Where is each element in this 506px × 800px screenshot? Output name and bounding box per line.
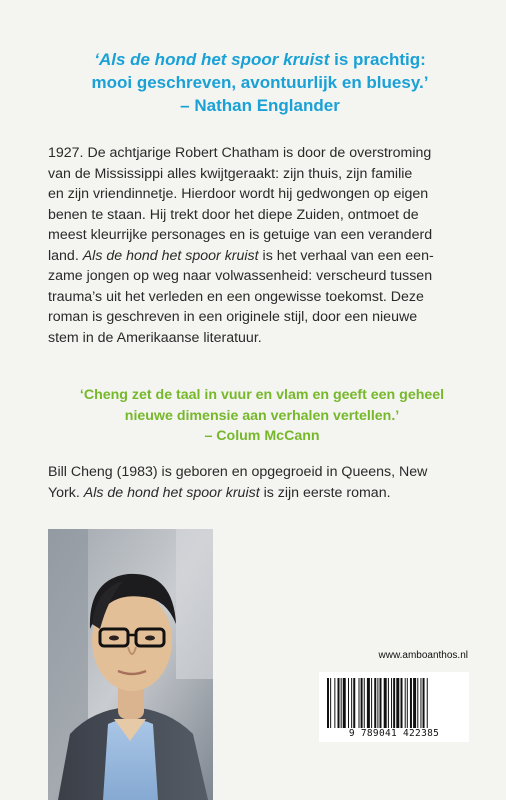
barcode-bar [338, 678, 340, 728]
barcode-icon [327, 678, 461, 728]
blurb-line: 1927. De achtjarige Robert Chatham is door de overstroming [48, 145, 432, 161]
blurb-line: en zijn vriendinnetje. Hierdoor wordt hij gedwongen op eigen [48, 186, 429, 202]
barcode-bar [407, 678, 408, 728]
author-bio-line-2 [48, 483, 466, 504]
barcode-bar [364, 678, 365, 728]
quote1-line1-rest: is prachtig: [329, 50, 426, 69]
barcode-bar [384, 678, 387, 728]
blurb-line6-rest: is het verhaal van een een- [258, 247, 434, 264]
barcode-bar [427, 678, 428, 728]
barcode-bar [359, 678, 360, 728]
barcode-bar [374, 678, 376, 728]
barcode-bar [377, 678, 378, 728]
quote2-attribution: – Colum McCann [204, 428, 320, 444]
barcode-bar [410, 678, 412, 728]
quote1-line-2: mooi geschreven, avontuurlijk en bluesy.’ [91, 73, 429, 92]
blurb-line6-start: land. [48, 247, 79, 264]
barcode-bar [341, 678, 342, 728]
barcode-bar [413, 678, 416, 728]
barcode-bar [334, 678, 335, 728]
barcode-bar [391, 678, 392, 728]
author-bio-rest: is zijn eerste roman. [259, 484, 391, 501]
author-photo [48, 529, 213, 800]
blurb-line [48, 246, 466, 267]
blurb-line: trauma’s uit het verleden en een ongewisse toekomst. Deze [48, 288, 424, 305]
blurb-line: stem in de Amerikaanse literatuur. [48, 329, 262, 346]
blurb-line: van de Mississippi alles kwijtgeraakt: zijn thuis, zijn familie [48, 165, 413, 182]
barcode-bar [330, 678, 331, 728]
barcode-bar [393, 678, 395, 728]
barcode-bar [401, 678, 403, 728]
barcode-bar [417, 678, 418, 728]
isbn-number: 9 789041 422385 [348, 728, 440, 739]
barcode-bar [380, 678, 382, 728]
barcode-bar [361, 678, 363, 728]
quote2-line-1: ‘Cheng zet de taal in vuur en vlam en geeft een geheel [79, 387, 445, 403]
author-photo-illustration [48, 529, 213, 800]
author-bio-title-italic: Als de hond het spoor kruist [83, 484, 260, 501]
quote2-line-2: nieuwe dimensie aan verhalen vertellen.’ [124, 407, 400, 424]
book-blurb [48, 143, 466, 348]
barcode-bar [348, 678, 349, 728]
author-bio-line-1: Bill Cheng (1983) is geboren en opgegroeid in Queens, New [48, 464, 428, 480]
blurb-line: roman is geschreven in een originele stijl, door een nieuwe [48, 309, 418, 325]
barcode-bar [343, 678, 346, 728]
barcode-bar [388, 678, 389, 728]
barcode-bar [353, 678, 355, 728]
publisher-website[interactable]: www.amboanthos.nl [378, 650, 468, 661]
barcode-bar [396, 678, 399, 728]
blurb-line: meest kleurrijke personages en is getuige van een veranderd [48, 227, 433, 243]
barcode-bar [371, 678, 372, 728]
barcode-bar [327, 678, 329, 728]
barcode-bar [420, 678, 421, 728]
isbn-barcode [319, 672, 469, 742]
blurb-line: zame jongen op weg naar volwassenheid: verscheurd tussen [48, 268, 433, 284]
praise-quote-mccann [54, 385, 470, 447]
author-bio [48, 462, 466, 503]
quote1-line-1 [60, 48, 460, 71]
blurb-title-italic: Als de hond het spoor kruist [82, 247, 259, 264]
barcode-bar [423, 678, 425, 728]
quote1-attribution: – Nathan Englander [180, 96, 340, 115]
quote1-title-italic: ‘Als de hond het spoor kruist [94, 50, 330, 69]
praise-quote-englander [60, 48, 460, 117]
barcode-bar [367, 678, 370, 728]
barcode-bar [351, 678, 352, 728]
blurb-line: benen te staan. Hij trekt door het diepe Zuiden, ontmoet de [48, 206, 419, 223]
author-bio-prefix: York. [48, 484, 84, 501]
barcode-bar [405, 678, 406, 728]
